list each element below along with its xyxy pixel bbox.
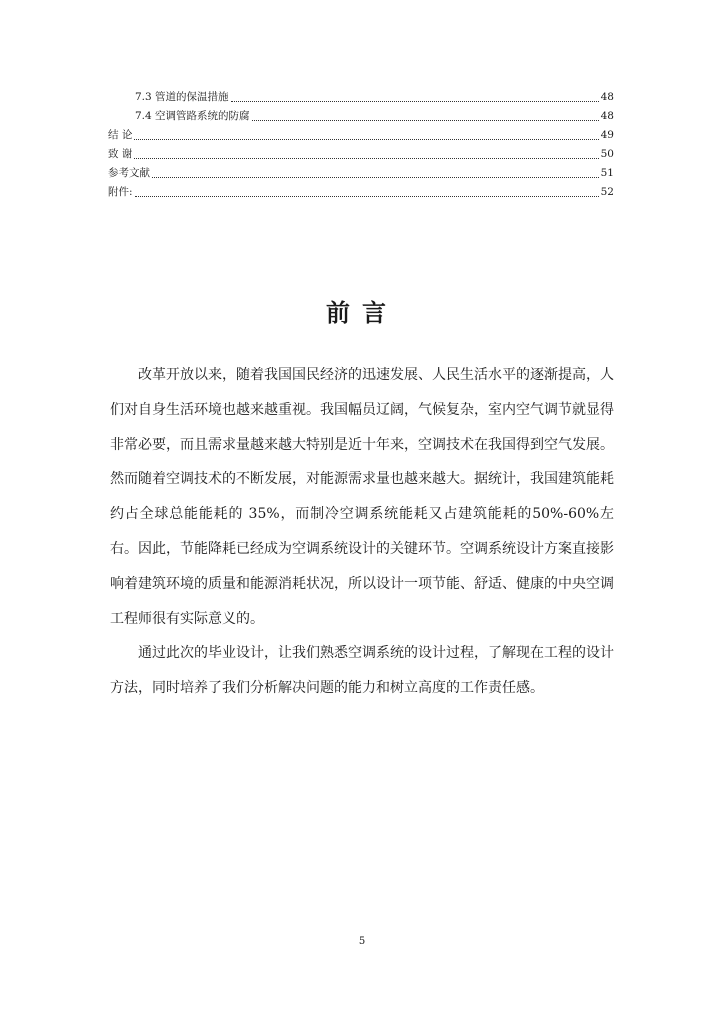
preface-paragraph: 改革开放以来，随着我国国民经济的迅速发展、人民生活水平的逐渐提高，人们对自身生活环境也越来越重视。我国幅员辽阔，气候复杂，室内空气调节就显得非常必要，而且需求量越来越大特别是近十年来，空调技术在我国得到空气发展。然而随着空调技术的不断发展，对能源需求量也越来越大。据统计，我国建筑能耗约占全球总能能耗的 35%，而制冷空调系统能耗又占建筑能耗的50%-60%左右。因此，节能降耗已经成为空调系统设计的关键环节。空调系统设计方案直接影响着建筑环境的质量和能源消耗状况，所以设计一项节能、舒适、健康的中央空调工程师很有实际意义的。: [110, 367, 614, 627]
toc-entry[interactable]: [108, 164, 614, 183]
toc-entry-page: 48: [600, 110, 614, 122]
toc-entry[interactable]: [108, 145, 614, 164]
toc-leader-dots: [231, 101, 599, 102]
toc-leader-dots: [134, 158, 598, 159]
toc-entry-page: 50: [600, 148, 614, 160]
preface-title: 前言: [326, 299, 398, 327]
toc-leader-dots: [152, 177, 599, 178]
preface-body: [110, 358, 614, 706]
toc-entry[interactable]: [108, 183, 614, 202]
toc-entry[interactable]: [108, 126, 614, 145]
table-of-contents: [108, 88, 614, 202]
toc-entry-label: 参考文献: [108, 167, 150, 179]
toc-entry-label: 致 谢: [108, 148, 133, 160]
page-number: 5: [358, 936, 366, 947]
toc-entry-label: 7.3 管道的保温措施: [135, 91, 229, 103]
toc-entry-label: 结 论: [108, 129, 133, 141]
toc-entry-label: 附件:: [108, 186, 133, 198]
toc-entry-page: 49: [600, 129, 614, 141]
toc-entry[interactable]: [108, 88, 614, 107]
toc-entry-page: 51: [600, 167, 614, 179]
toc-entry-label: 7.4 空调管路系统的防腐: [135, 110, 250, 122]
toc-entry[interactable]: [108, 107, 614, 126]
toc-leader-dots: [134, 139, 598, 140]
toc-leader-dots: [252, 120, 599, 121]
toc-leader-dots: [135, 196, 599, 197]
toc-entry-page: 52: [600, 186, 614, 198]
preface-paragraph: 通过此次的毕业设计，让我们熟悉空调系统的设计过程，了解现在工程的设计方法，同时培养了我们分析解决问题的能力和树立高度的工作责任感。: [110, 645, 614, 697]
toc-entry-page: 48: [600, 91, 614, 103]
